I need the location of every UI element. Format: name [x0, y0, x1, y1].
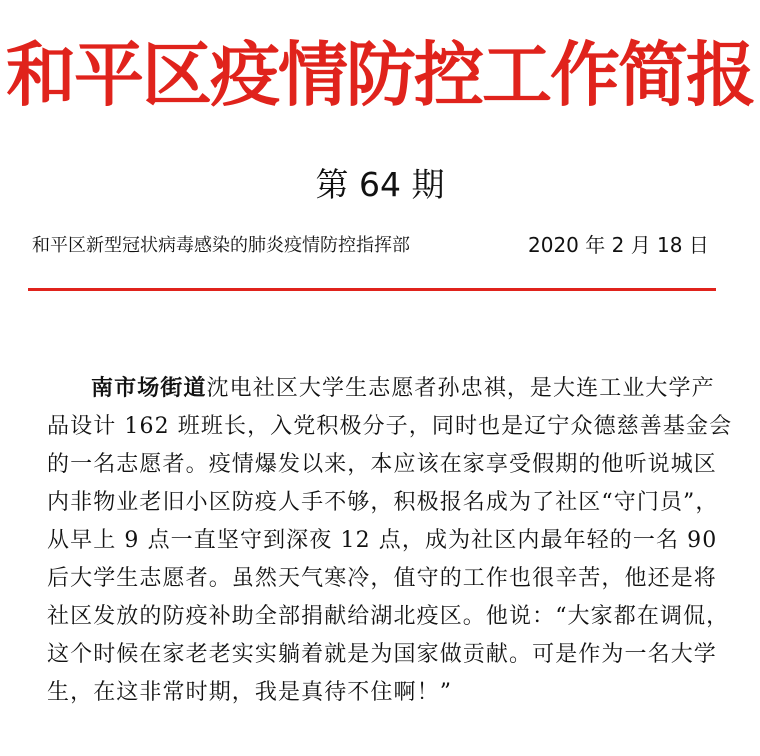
article-lead: 南市场街道 [91, 376, 207, 401]
issue-number: 第 64 期 [315, 165, 445, 204]
header-divider [28, 288, 716, 291]
article-body: 沈电社区大学生志愿者孙忠祺，是大连工业大学产品设计 162 班班长，入党积极分子，同时也是辽宁众德慈善基金会的一名志愿者。疫情爆发以来，本应该在家享受假期的他听说城区内非物业老旧小区防疫人手不够，积极报名成为了社区“守门员”，从早上 9 点一直坚守到深夜 12 点，成为社区内最年轻的一名 90 后大学生志愿者。虽然天气寒冷，值守的工作也很辛苦，他还是将社区发放的防疫补助全部捐献给湖北疫区。他说：“大家都在调侃，这个时候在家老老实实躺着就是为国家做贡献。可是作为一名大学生，在这非常时期，我是真待不住啊！” [47, 376, 733, 705]
publisher-name: 和平区新型冠状病毒感染的肺炎疫情防控指挥部 [32, 235, 410, 256]
publish-date: 2020 年 2 月 18 日 [528, 233, 709, 257]
article-paragraph [47, 370, 737, 712]
bulletin-title: 和平区疫情防控工作简报 [6, 34, 754, 116]
